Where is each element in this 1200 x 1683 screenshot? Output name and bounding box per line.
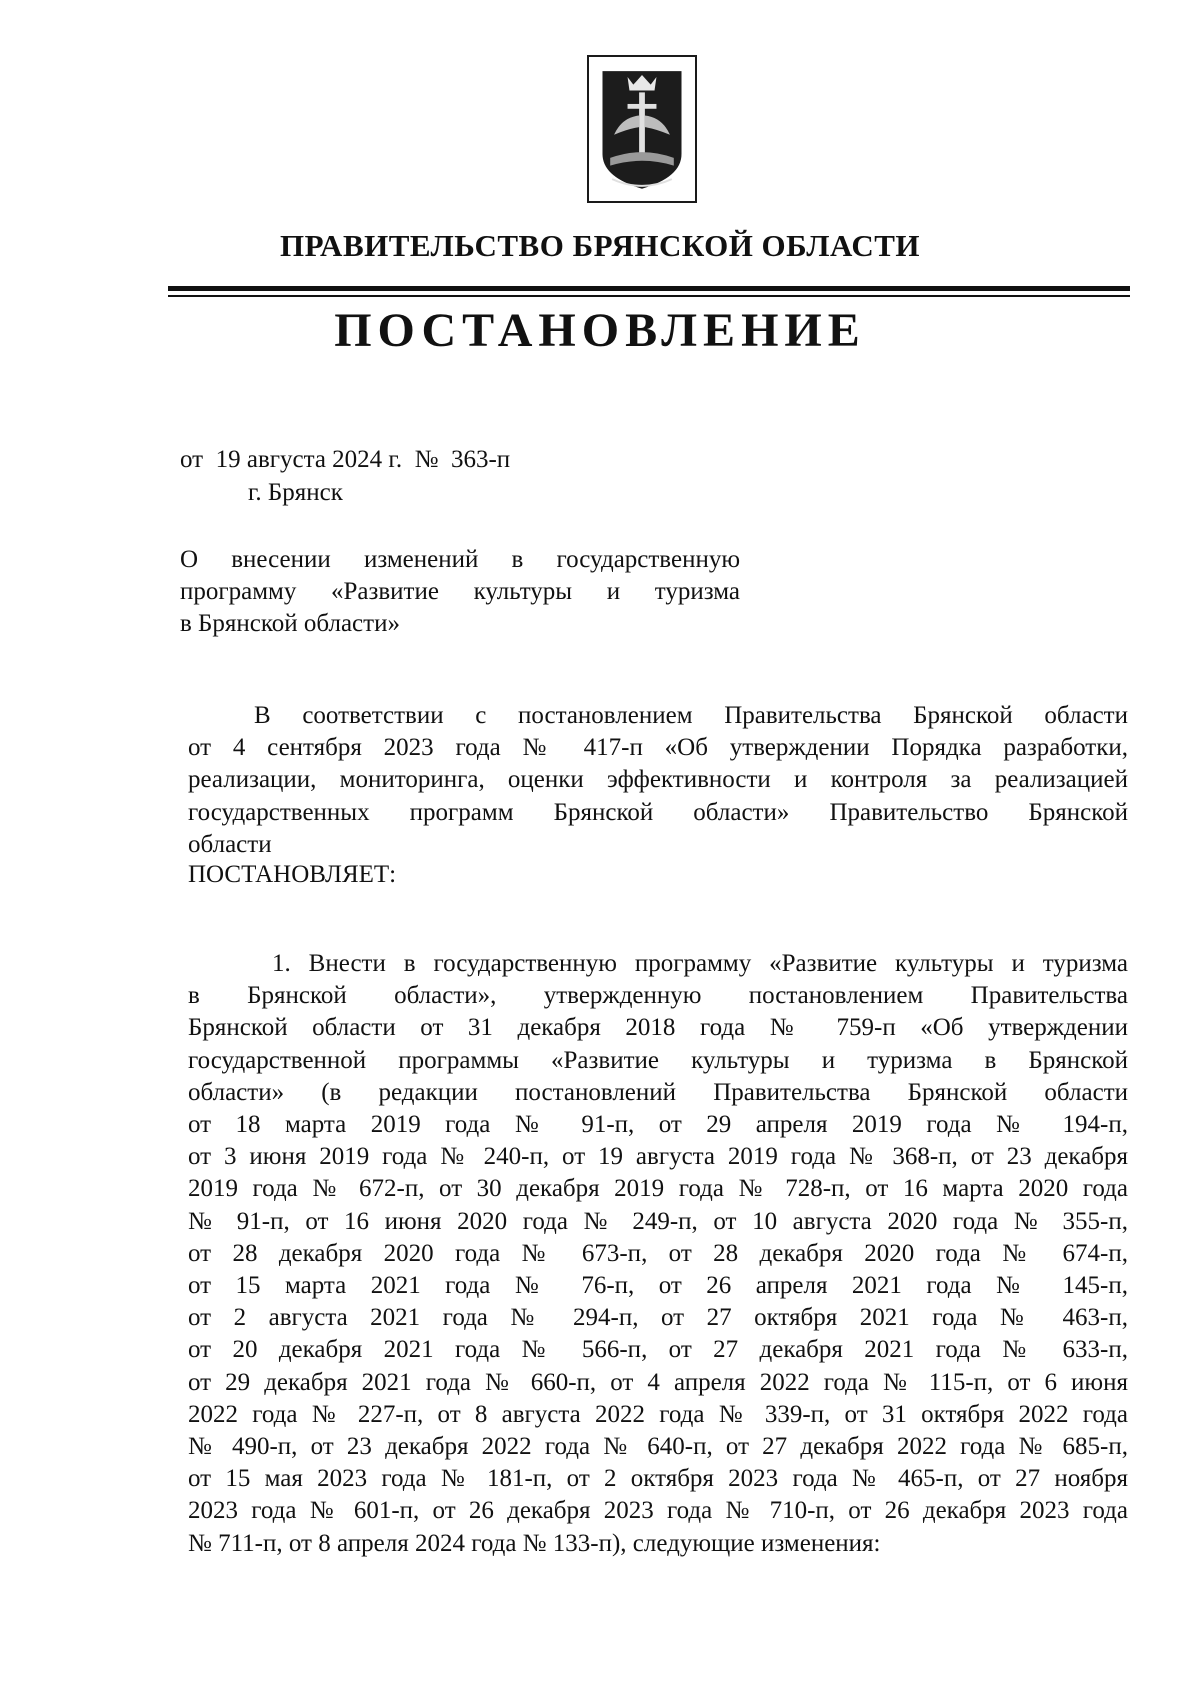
item-line: от 28 декабря 2020 года № 673-п, от 28 декабря 2020 года № 674-п,: [188, 1239, 1128, 1267]
preamble-line: области: [188, 830, 272, 858]
preamble-line: от 4 сентября 2023 года № 417-п «Об утверждении Порядка разработки,: [188, 734, 1128, 762]
document-type-title: ПОСТАНОВЛЕНИЕ: [334, 304, 866, 357]
item-line: от 15 марта 2021 года № 76-п, от 26 апреля 2021 года № 145-п,: [188, 1272, 1128, 1300]
preamble-line: реализации, мониторинга, оценки эффективности и контроля за реализацией: [188, 766, 1128, 794]
subject-line: в Брянской области»: [180, 610, 400, 637]
item-line: Брянской области от 31 декабря 2018 года № 759-п «Об утверждении: [188, 1014, 1128, 1042]
header-divider-thick: [168, 286, 1130, 291]
item-line: 1. Внести в государственную программу «Развитие культуры и туризма: [272, 950, 1128, 977]
item-line: от 29 декабря 2021 года № 660-п, от 4 апреля 2022 года № 115-п, от 6 июня: [188, 1368, 1128, 1396]
item-line: от 15 мая 2023 года № 181-п, от 2 октября 2023 года № 465-п, от 27 ноября: [188, 1465, 1128, 1493]
item-line: от 18 марта 2019 года № 91-п, от 29 апреля 2019 года № 194-п,: [188, 1111, 1128, 1139]
item-line: № 711-п, от 8 апреля 2024 года № 133-п), следующие изменения:: [188, 1529, 881, 1557]
decree-word: ПОСТАНОВЛЯЕТ:: [188, 861, 397, 888]
item-line: от 2 августа 2021 года № 294-п, от 27 октября 2021 года № 463-п,: [188, 1304, 1128, 1332]
date-and-number: от 19 августа 2024 г. № 363-п: [180, 446, 511, 473]
subject-line: программу «Развитие культуры и туризма: [180, 578, 740, 605]
preamble-line: государственных программ Брянской области» Правительство Брянской: [188, 798, 1128, 826]
item-1-paragraph: [188, 948, 1128, 1560]
item-line: области» (в редакции постановлений Правительства Брянской области: [188, 1078, 1128, 1106]
item-line: 2023 года № 601-п, от 26 декабря 2023 года № 710-п, от 26 декабря 2023 года: [188, 1497, 1128, 1525]
item-line: в Брянской области», утвержденную постановлением Правительства: [188, 982, 1128, 1010]
item-line: от 3 июня 2019 года № 240-п, от 19 августа 2019 года № 368-п, от 23 декабря: [188, 1143, 1128, 1171]
city-name: г. Брянск: [248, 479, 343, 506]
item-line: 2022 года № 227-п, от 8 августа 2022 года № 339-п, от 31 октября 2022 года: [188, 1400, 1128, 1428]
item-line: государственной программы «Развитие культуры и туризма в Брянской: [188, 1046, 1128, 1074]
item-line: от 20 декабря 2021 года № 566-п, от 27 декабря 2021 года № 633-п,: [188, 1336, 1128, 1364]
subject-line: О внесении изменений в государственную: [180, 546, 740, 573]
item-line: 2019 года № 672-п, от 30 декабря 2019 года № 728-п, от 16 марта 2020 года: [188, 1175, 1128, 1203]
coat-of-arms-icon: [587, 55, 697, 203]
preamble-line: В соответствии с постановлением Правительства Брянской области: [254, 702, 1128, 729]
item-line: № 91-п, от 16 июня 2020 года № 249-п, от 10 августа 2020 года № 355-п,: [188, 1207, 1128, 1235]
item-line: № 490-п, от 23 декабря 2022 года № 640-п, от 27 декабря 2022 года № 685-п,: [188, 1433, 1128, 1461]
document-subject: [180, 544, 740, 640]
organization-title: ПРАВИТЕЛЬСТВО БРЯНСКОЙ ОБЛАСТИ: [279, 228, 921, 263]
header-divider-thin: [168, 295, 1130, 297]
preamble-paragraph: [188, 700, 1128, 861]
